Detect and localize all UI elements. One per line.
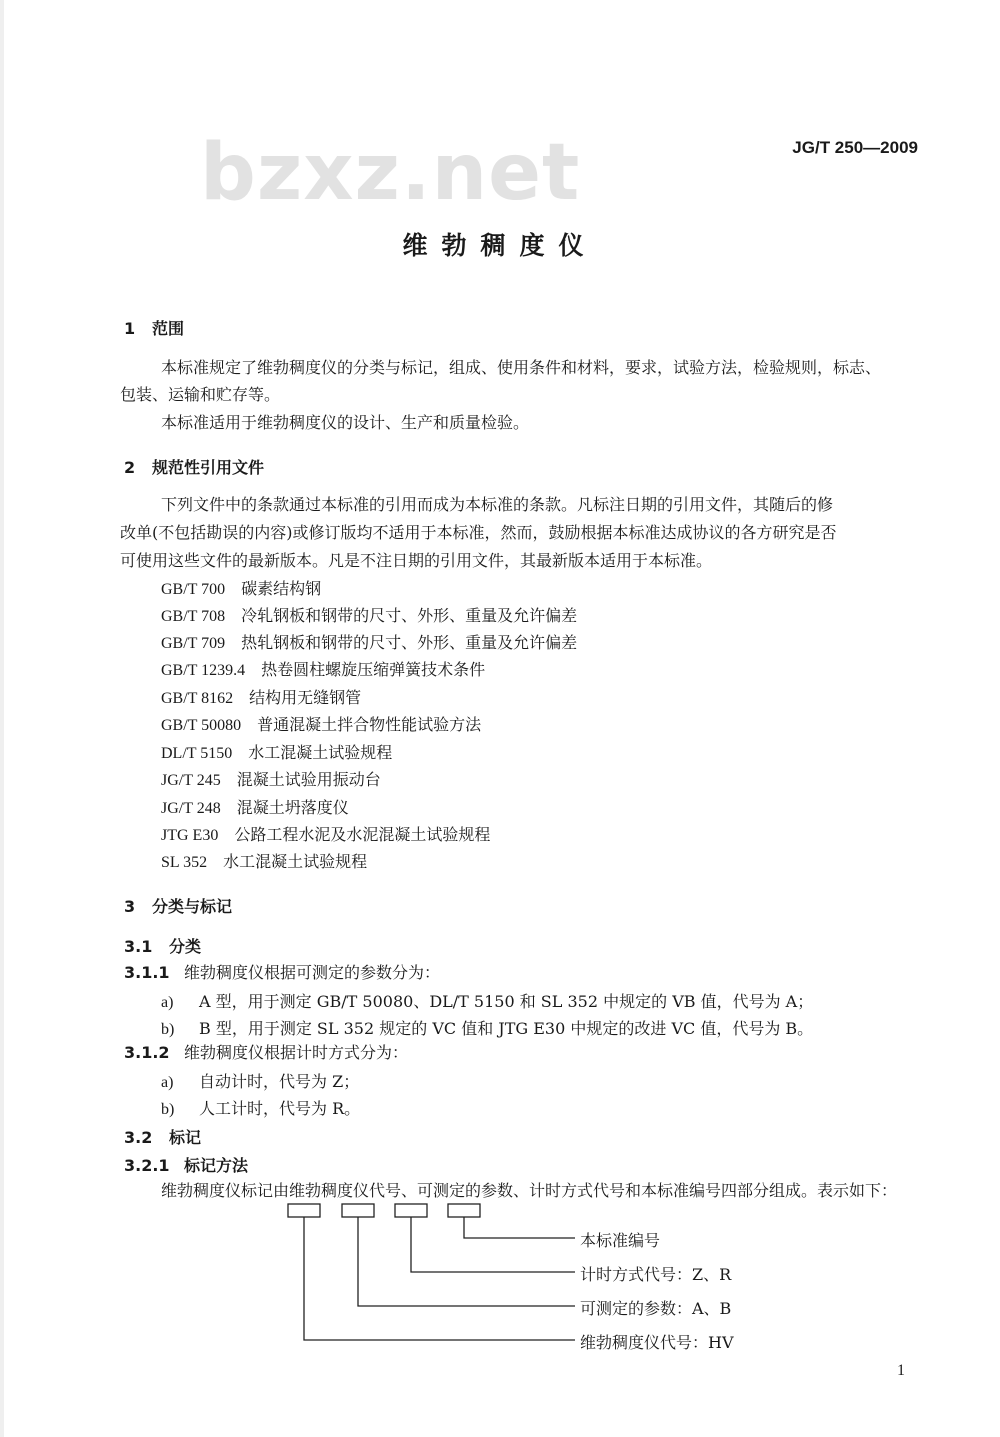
page-edge-shadow [0,0,4,1437]
diagram-label-parameter: 可测定的参数：A、B [580,1299,732,1318]
list-item: b) 人工计时，代号为 R。 [161,1099,361,1118]
page-title: 维勃稠度仪 [402,231,598,260]
list-item: a) 自动计时，代号为 Z； [161,1072,360,1091]
list-item: a) A 型，用于测定 GB/T 50080、DL/T 5150 和 SL 352 中规定的 VB 值，代号为 A； [161,992,814,1011]
reference-item: GB/T 50080 普通混凝土拌合物性能试验方法 [161,715,482,734]
watermark: bzxz.net [200,128,581,218]
clause-3-1-1: 3.1.1 维勃稠度仪根据可测定的参数分为： [124,963,441,982]
subsection-3-1-heading: 3.1 分类 [124,937,202,956]
placeholder-box [342,1204,374,1217]
standard-number: JG/T 250—2009 [792,138,918,157]
section-title: 分类与标记 [152,897,233,916]
clause-3-2-1-heading: 3.2.1 标记方法 [124,1156,249,1175]
placeholder-box [448,1204,480,1217]
placeholder-box [395,1204,427,1217]
section-number: 3 [124,897,136,916]
reference-item: GB/T 708 冷轧钢板和钢带的尺寸、外形、重量及允许偏差 [161,606,578,625]
reference-item: GB/T 8162 结构用无缝钢管 [161,688,362,707]
reference-item: JG/T 245 混凝土试验用振动台 [161,770,381,789]
leader-line [464,1217,575,1238]
reference-item: JG/T 248 混凝土坍落度仪 [161,798,349,817]
section-title: 范围 [152,319,185,338]
section-number: 2 [124,458,136,477]
page-number: 1 [897,1362,905,1379]
reference-item: SL 352 水工混凝土试验规程 [161,852,368,871]
section-1-para1-line2: 包装、运输和贮存等。 [120,385,281,404]
reference-item: JTG E30 公路工程水泥及水泥混凝土试验规程 [161,825,491,844]
leader-line [304,1217,575,1340]
diagram-label-timing-code: 计时方式代号：Z、R [580,1265,732,1284]
reference-item: GB/T 709 热轧钢板和钢带的尺寸、外形、重量及允许偏差 [161,633,578,652]
clause-3-2-1-text: 维勃稠度仪标记由维勃稠度仪代号、可测定的参数、计时方式代号和本标准编号四部分组成。表示如下： [161,1181,898,1200]
section-2-heading [124,455,264,478]
marking-diagram [280,1198,780,1358]
reference-item: DL/T 5150 水工混凝土试验规程 [161,743,393,762]
leader-line [358,1217,575,1306]
section-1-heading [124,316,184,339]
leader-line [411,1217,575,1272]
section-1-para2: 本标准适用于维勃稠度仪的设计、生产和质量检验。 [161,413,530,432]
clause-3-1-2: 3.1.2 维勃稠度仪根据计时方式分为： [124,1043,409,1062]
reference-item: GB/T 1239.4 热卷圆柱螺旋压缩弹簧技术条件 [161,660,486,679]
section-number: 1 [124,319,136,338]
subsection-3-2-heading: 3.2 标记 [124,1128,202,1147]
diagram-label-standard-number: 本标准编号 [580,1231,661,1250]
placeholder-box [288,1204,320,1217]
section-3-heading [124,894,232,917]
section-2-para-line1: 下列文件中的条款通过本标准的引用而成为本标准的条款。凡标注日期的引用文件，其随后的修 [161,495,834,514]
section-2-para-line3: 可使用这些文件的最新版本。凡是不注日期的引用文件，其最新版本适用于本标准。 [120,551,713,570]
section-title: 规范性引用文件 [152,458,265,477]
section-2-para-line2: 改单(不包括勘误的内容)或修订版均不适用于本标准，然而，鼓励根据本标准达成协议的各方研究是否 [120,523,837,542]
list-item: b) B 型，用于测定 SL 352 规定的 VC 值和 JTG E30 中规定的改进 VC 值，代号为 B。 [161,1019,814,1038]
reference-item: GB/T 700 碳素结构钢 [161,579,322,598]
section-1-para1-line1: 本标准规定了维勃稠度仪的分类与标记，组成、使用条件和材料，要求，试验方法，检验规则，标志、 [161,358,882,377]
diagram-label-device-code: 维勃稠度仪代号：HV [580,1333,734,1352]
